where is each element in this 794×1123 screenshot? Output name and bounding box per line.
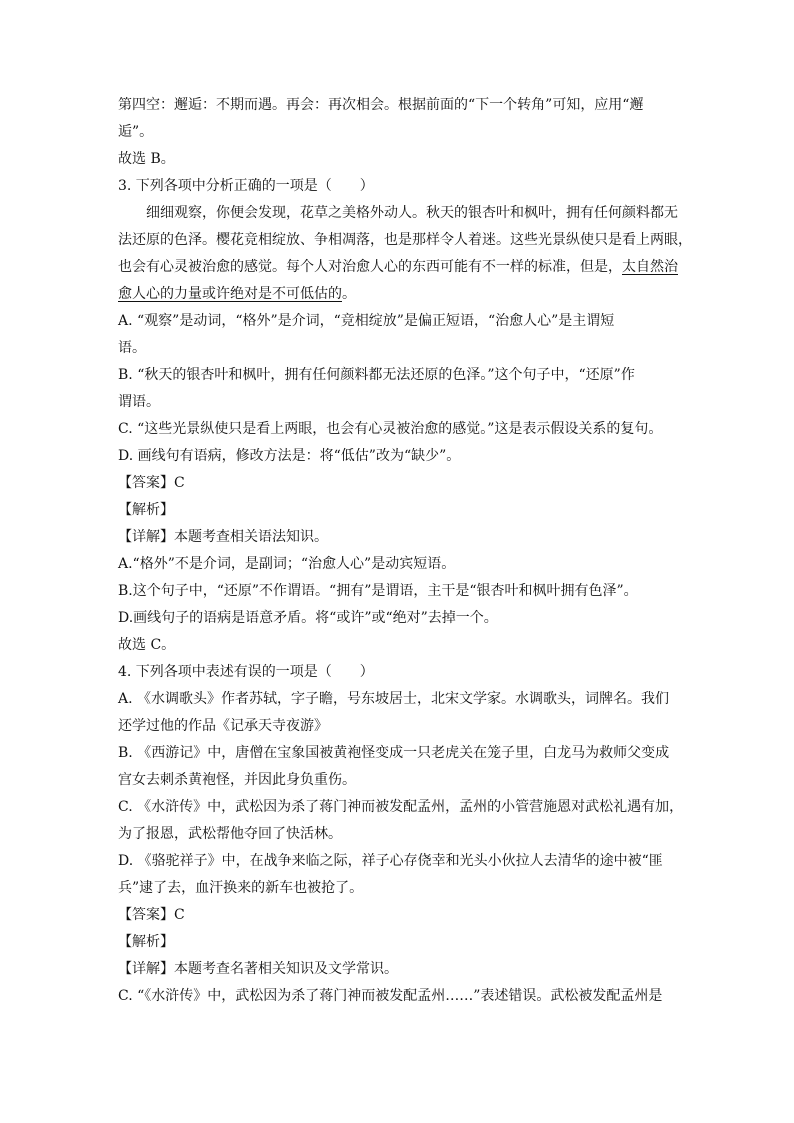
text-line: 故选 B。 xyxy=(118,151,175,167)
option-c-cont: 为了报恩，武松帮他夺回了快活林。 xyxy=(118,826,342,842)
detail-line: 【详解】本题考查相关语法知识。 xyxy=(118,529,328,545)
option-b-cont: 宫女去刺杀黄袍怪，并因此身负重伤。 xyxy=(118,772,356,788)
analysis-label: 【解析】 xyxy=(118,502,174,518)
question-3-stem: 3. 下列各项中分析正确的一项是（ ） xyxy=(118,178,374,194)
option-a: A. “观察”是动词，“格外”是介词，“竞相绽放”是偏正短语，“治愈人心”是主谓短 xyxy=(118,313,615,329)
option-a-cont: 还学过他的作品《记承天寺夜游》 xyxy=(118,718,328,734)
underlined-sentence: 愈人心的力量或许绝对是不可低估的 xyxy=(118,286,342,302)
option-d: D. 《骆驼祥子》中，在战争来临之际，祥子心存侥幸和光头小伙拉人去清华的途中被“匪 xyxy=(118,853,663,869)
explanation-line: D.画线句子的语病是语意矛盾。将“或许”或“绝对”去掉一个。 xyxy=(118,610,498,626)
option-b: B. 《西游记》中，唐僧在宝象国被黄袍怪变成一只老虎关在笼子里，白龙马为救师父变成 xyxy=(118,745,670,761)
option-c: C. “这些光景纵使只是看上两眼，也会有心灵被治愈的感觉。”这是表示假设关系的复句。 xyxy=(118,421,663,437)
answer-label: 【答案】C xyxy=(118,907,185,923)
text-line: 逅”。 xyxy=(118,124,154,140)
option-b-cont: 谓语。 xyxy=(118,394,160,410)
passage-text: 也会有心灵被治愈的感觉。每个人对治愈人心的东西可能有不一样的标准，但是， xyxy=(118,259,622,275)
question-4-stem: 4. 下列各项中表述有误的一项是（ ） xyxy=(118,664,374,680)
explanation-line: A.“格外”不是介词，是副词；“治愈人心”是动宾短语。 xyxy=(118,556,456,572)
passage-line xyxy=(118,254,682,281)
underlined-sentence: 太自然治 xyxy=(622,259,678,275)
explanation-line: C. “《水浒传》中，武松因为杀了蒋门神而被发配孟州……”表述错误。武松被发配孟州是 xyxy=(118,988,663,1004)
passage-line xyxy=(118,281,682,308)
option-d: D. 画线句有语病，修改方法是：将“低估”改为“缺少”。 xyxy=(118,448,461,464)
text-line: 第四空：邂逅：不期而遇。再会：再次相会。根据前面的“下一个转角”可知，应用“邂 xyxy=(118,97,644,113)
detail-line: 【详解】本题考查名著相关知识及文学常识。 xyxy=(118,961,398,977)
passage-text: 。 xyxy=(342,286,356,302)
passage-line: 细细观察，你便会发现，花草之美格外动人。秋天的银杏叶和枫叶，拥有任何颜料都无 xyxy=(146,205,678,221)
option-a: A. 《水调歌头》作者苏轼，字子瞻，号东坡居士，北宋文学家。水调歌头，词牌名。我们 xyxy=(118,691,670,707)
option-a-cont: 语。 xyxy=(118,340,146,356)
answer-label: 【答案】C xyxy=(118,475,185,491)
option-d-cont: 兵”逮了去，血汗换来的新车也被抢了。 xyxy=(118,880,364,896)
passage-line: 法还原的色泽。樱花竞相绽放、争相凋落，也是那样令人着迷。这些光景纵使只是看上两眼， xyxy=(118,232,692,248)
option-c: C. 《水浒传》中，武松因为杀了蒋门神而被发配孟州，孟州的小管营施恩对武松礼遇有加， xyxy=(118,799,684,815)
explanation-line: 故选 C。 xyxy=(118,637,176,653)
analysis-label: 【解析】 xyxy=(118,934,174,950)
explanation-line: B.这个句子中，“还原”不作谓语。“拥有”是谓语，主干是“银杏叶和枫叶拥有色泽”。 xyxy=(118,583,638,599)
option-b: B. “秋天的银杏叶和枫叶，拥有任何颜料都无法还原的色泽。”这个句子中，“还原”作 xyxy=(118,367,635,383)
